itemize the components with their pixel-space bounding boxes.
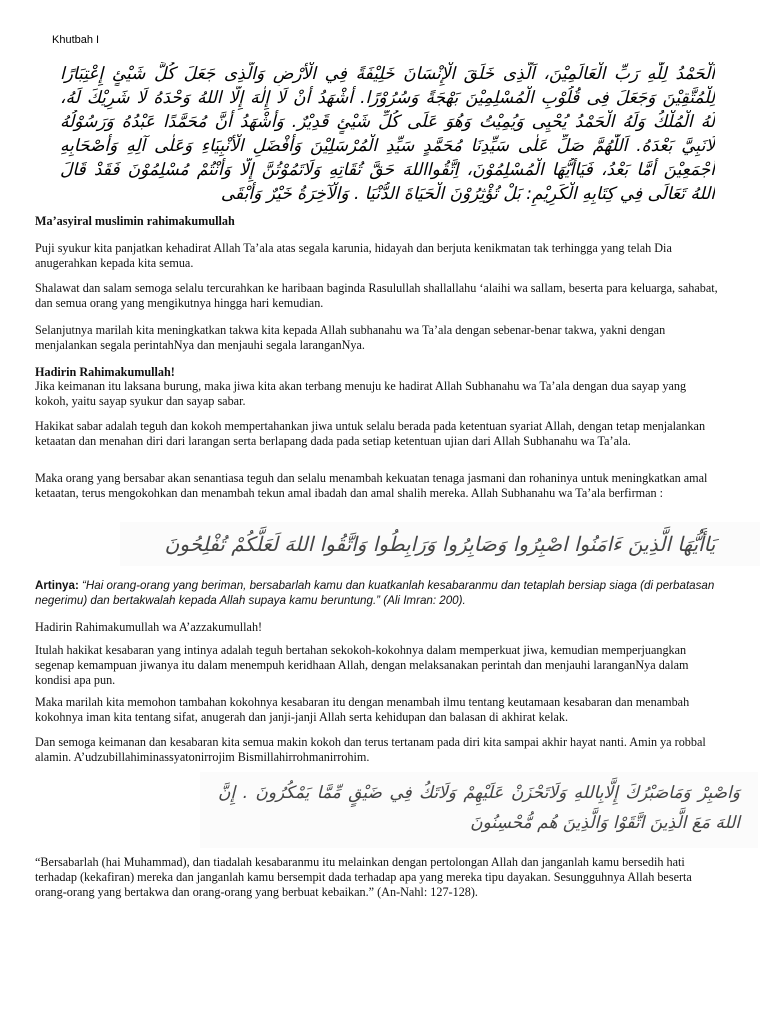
verse-line: اللهَ مَعَ الَّذِينَ اتَّقَوْا وَالَّذِينَ هُم مُّحْسِنُونَ [470,813,740,833]
verse-line: وَاصْبِرْ وَمَاصَبْرُكَ إِلَّابِاللهِ وَلَاتَحْزَنْ عَلَيْهِمْ وَلَاتَكُ فِي ضَيْقٍ مِّمَّا يَمْكُرُونَ . إِنَّ [218,783,740,803]
paragraph: Jika keimanan itu laksana burung, maka jiwa kita akan terbang menuju ke hadirat Allah Subhanahu wa Ta’ala dengan dua sayap yang kokoh, yaitu sayap syukur dan sayap sabar. [35,379,687,408]
arabic-line: أَجْمَعِيْنَ أَمَّا بَعْدُ، فَيَاأَيُّهَا الْمُسْلِمُوْنَ، اِتَّقُوااللهَ حَقَّ تُقَاتِهِ وَلَاتَمُوْتُنَّ إِلَّا وَأَنْتُمْ مُسْلِمُوْنَ فَقَدْ قَالَ [60,160,715,180]
arabic-line: لِلْمُتَّقِيْنَ وَجَعَلَ فِى قُلُوْبِ الْمُسْلِمِيْنَ بَهْجَةً وَسُرُوْرًا. أَشْهَدُ أَنْ لَا إِلٰهَ إِلَّا اللهُ وَحْدَهُ لَا شَرِيْكَ لَهُ، [60,88,715,108]
paragraph: Puji syukur kita panjatkan kehadirat Allah Ta’ala atas segala karunia, hidayah dan berjuta kenikmatan tak terhingga yang telah Dia anugerahkan kepada kita semua. [35,241,672,270]
quran-verse-an-nahl [200,772,758,848]
arabic-line: اللهُ تَعَالَى فِي كِتَابِهِ الْكَرِيْمِ: بَلْ تُؤْثِرُوْنَ الْحَيَاةَ الدُّنْيَا . وَالْآخِرَةُ خَيْرٌ وَأَبْقَى [220,184,715,204]
arabic-line: لَانَبِيَّ بَعْدَهُ. اَللّٰهُمَّ صَلِّ عَلٰى سَيِّدِنَا مُحَمَّدٍ سَيِّدِ الْمُرْسَلِيْنَ وَأَفْضَلِ الْأَنْبِيَاءِ وَعَلٰى آلِهِ وَأَصْحَابِهِ [60,136,715,156]
translation-ali-imran [35,578,720,608]
translation-text: “Hai orang-orang yang beriman, bersabarlah kamu dan kuatkanlah kesabaranmu dan tetaplah bersiap siaga (di perbatasan negerimu) dan bertakwalah kepada Allah supaya kamu beruntung.” (Ali Imran: 200). [35,579,715,607]
translation-an-nahl: “Bersabarlah (hai Muhammad), dan tiadalah kesabaranmu itu melainkan dengan pertolongan Allah dan janganlah kamu bersedih hati terhadap (kekafiran) mereka dan janganlah kamu bersempit dada terhadap apa yang mereka tipu dayakan. Sesungguhnya Allah beserta orang-orang yang bertakwa dan orang-orang yang berbuat kebaikan.” (An-Nahl: 127-128). [35,855,692,899]
paragraph: Maka marilah kita memohon tambahan kokohnya kesabaran itu dengan menambah ilmu tentang keutamaan kesabaran dan menambah kokohnya iman kita tentang sifat, anugerah dan janji-janji Allah serta kehidupan dan balasan di akhirat kelak. [35,695,690,724]
paragraph: Shalawat dan salam semoga selalu tercurahkan ke haribaan baginda Rasulullah shallallahu ‘alaihi wa sallam, beserta para keluarga, sahabat, dan semua orang yang mengikutnya hingga hari kemudian. [35,281,718,310]
heading-hadirin: Hadirin Rahimakumullah! [35,365,175,379]
heading-maasyiral: Ma’asyiral muslimin rahimakumullah [35,214,235,228]
heading-hadirin-azzakumullah: Hadirin Rahimakumullah wa A’azzakumullah! [35,620,263,634]
translation-label: Artinya: [35,579,79,592]
paragraph: Hakikat sabar adalah teguh dan kokoh mempertahankan jiwa untuk selalu berada pada ketentuan syariat Allah, dengan tetap menjalankan ketaatan dan menahan diri dari larangan serta berlapang dada pada setiap ketentuan ujian dari Allah Subhanahu wa Ta’ala. [35,419,706,448]
paragraph: Dan semoga keimanan dan kesabaran kita semua makin kokoh dan terus tertanam pada diri kita sampai akhir hayat nanti. Amin ya robbal alamin. A’udzubillahiminassyatonirrojim Bismillahirrohmanirrohim. [35,735,706,764]
quran-verse-ali-imran: يَاأَيُّهَا الَّذِينَ ءَامَنُوا اصْبِرُوا وَصَابِرُوا وَرَابِطُوا وَاتَّقُوا اللهَ لَعَلَّكُمْ تُفْلِحُونَ [120,522,760,566]
arabic-line: اَلْحَمْدُ لِلّٰهِ رَبِّ الْعَالَمِيْنَ، اَلَّذِى خَلَقَ الْإِنْسَانَ خَلِيْفَةً فِي الْأَرْضِ وَالَّذِى جَعَلَ كُلَّ شَيْئٍ إِعْتِبَارًا [60,64,715,84]
paragraph: Maka orang yang bersabar akan senantiasa teguh dan selalu menambah kekuatan tenaga jasmani dan rohaninya untuk meningkatkan amal ketaatan, terus mengokohkan dan menambah tekun amal ibadah dan amal shalih mereka. Allah Subhanahu wa Ta’ala berfirman : [35,471,708,500]
arabic-line: لَهُ الْمُلْكُ وَلَهُ الْحَمْدُ يُحْيِى وَيُمِيْتُ وَهُوَ عَلَى كُلِّ شَيْئٍ قَدِيْرٌ. وَأَشْهَدُ أَنَّ مُحَمَّدًا عَبْدُهُ وَرَسُوْلُهُ [60,112,715,132]
arabic-opening-text [60,62,715,206]
paragraph: Selanjutnya marilah kita meningkatkan takwa kita kepada Allah subhanahu wa Ta’ala dengan sebenar-benar takwa, yakni dengan menjalankan segala perintahNya dan menjauhi segala laranganNya. [35,323,666,352]
section-label: Khutbah I [52,34,100,46]
paragraph: Itulah hakikat kesabaran yang intinya adalah teguh bertahan sekokoh-kokohnya dalam memperkuat jiwa, kemudian memperjuangkan segenap kemampuan jiwanya itu dalam menempuh keridhaan Allah, dengan melaksanakan perintah dan menjauhi laranganNya dalam kondisi apa pun. [35,643,689,687]
